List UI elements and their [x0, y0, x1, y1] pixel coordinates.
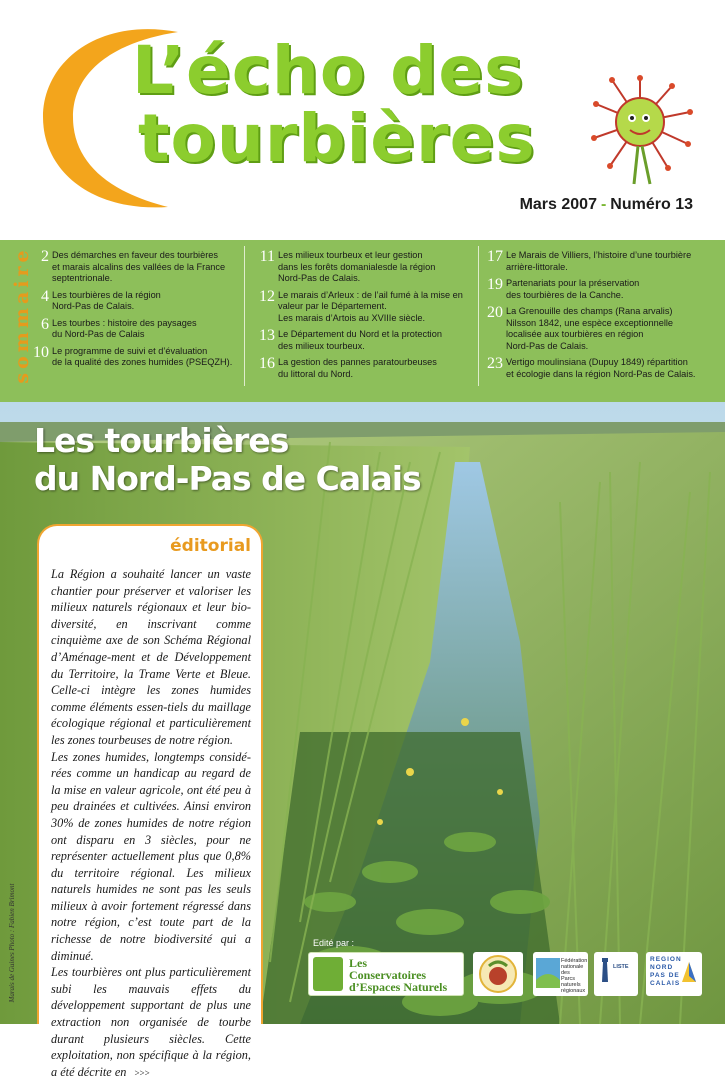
toc-title: Les tourbières de la région Nord-Pas de Calais. — [52, 289, 161, 311]
partner-logo-liste — [594, 952, 638, 996]
toc-item[interactable] — [258, 329, 484, 352]
masthead-title-line1: L’écho des — [132, 32, 525, 109]
toc-title: La Grenouille des champs (Rana arvalis) Nilsson 1842, une espèce exceptionnelle localisée aux tourbières en région Nord-Pas de Calais. — [506, 306, 674, 351]
toc-item[interactable] — [32, 315, 242, 341]
toc-item[interactable] — [258, 250, 484, 285]
toc-item[interactable] — [486, 250, 718, 273]
masthead-title-line2: tourbières — [138, 100, 536, 177]
photo-credit: Marais de Guines Photo : Fabien Brimont — [8, 883, 16, 1003]
lighthouse-icon — [598, 956, 612, 982]
issue-date: Mars 2007 — [519, 196, 597, 213]
toc-title: Les tourbes : histoire des paysages du Nord-Pas de Calais — [52, 317, 197, 339]
round-emblem-icon — [473, 952, 523, 996]
toc-page-number: 6 — [41, 315, 49, 333]
sundew-mascot-icon — [590, 72, 700, 192]
region-emblem-icon — [680, 960, 698, 984]
toc-title: Le programme de suivi et d’évaluation de la qualité des zones humides (PSEQZH). — [52, 345, 233, 367]
editorial-paragraph: Les zones humides, longtemps considé-rées comme un handicap au regard de la mise en valeur agricole, ont été peu à peu drainées et cultivées. Ainsi environ 30% de zones humides de notre région ont disparu en 3 siècles, pour ne représenter actuellement plus que 0,8% du territoire régional. Les milieux naturels humides ne sont pas les seuls milieux à avoir fortement régressé dans notre région, c’est toute part de la richesse de notre biodiversité qui a diminué. — [51, 749, 251, 963]
published-by-label: Edité par : — [313, 938, 355, 948]
toc-page-number: 16 — [259, 355, 275, 372]
toc-page-number: 17 — [487, 248, 503, 265]
editorial-paragraph-text: Les tourbières ont plus particulièrement subi les mauvais effets du développement supportant de plus une extraction non organisée de tourbe durant plusieurs siècles. Cette exploitation, non spécifique à la région, a été décrite en — [51, 965, 251, 1079]
sommaire-divider — [244, 246, 245, 386]
sommaire-column-2 — [258, 250, 484, 385]
federation-text: Fédération nationale des Parcs naturels régionaux — [561, 958, 588, 994]
toc-page-number: 10 — [33, 343, 49, 361]
toc-item[interactable] — [486, 278, 718, 301]
toc-page-number: 20 — [487, 304, 503, 321]
toc-item[interactable] — [486, 306, 718, 352]
issue-separator: - — [600, 196, 607, 213]
cover-headline: Les tourbières du Nord-Pas de Calais — [34, 421, 421, 498]
continued-marker[interactable]: >>> — [134, 1067, 150, 1078]
sommaire-title: sommaire — [11, 246, 33, 384]
partner-logo-federation — [533, 952, 588, 996]
masthead — [0, 0, 725, 240]
sommaire-column-1 — [32, 250, 242, 374]
toc-page-number: 11 — [259, 248, 275, 265]
toc-item[interactable] — [32, 343, 242, 369]
conservatoires-mark-icon — [313, 957, 343, 991]
liste-text: LISTE — [613, 964, 629, 970]
toc-item[interactable] — [258, 357, 484, 380]
toc-item[interactable] — [486, 357, 718, 380]
issue-number: Numéro 13 — [610, 196, 693, 213]
toc-page-number: 13 — [259, 327, 275, 344]
conservatoires-name: Les Conservatoires d’Espaces Naturels — [349, 956, 448, 994]
sommaire-column-3 — [486, 250, 718, 385]
toc-title: Vertigo moulinsiana (Dupuy 1849) répartition et écologie dans la région Nord-Pas de Calais. — [506, 357, 696, 379]
toc-item[interactable] — [32, 287, 242, 313]
toc-title: Partenariats pour la préservation des tourbières de la Canche. — [506, 278, 640, 300]
issue-info — [520, 196, 693, 214]
partner-logo-round — [473, 952, 523, 996]
conservatoires-logo — [308, 952, 464, 996]
toc-title: Le Marais de Villiers, l’histoire d’une tourbière arrière-littorale. — [506, 250, 692, 272]
editorial-heading: éditorial — [170, 536, 251, 556]
editorial-paragraph: La Région a souhaité lancer un vaste chantier pour préserver et valoriser les milieux naturels régionaux et leur bio-diversité, en inscrivant comme cinquième axe de son Schéma Régional d’Aménage-ment et de Développement du Territoire, la Trame Verte et Bleue. Celle-ci intègre les zones humides comme éléments essen-tiels du maillage écologique régional et particulièrement les zones tourbeuses de notre région. — [51, 567, 251, 747]
toc-title: La gestion des pannes paratourbeuses du littoral du Nord. — [278, 357, 437, 379]
toc-title: Les milieux tourbeux et leur gestion dans les forêts domanialesde la région Nord-Pas de Calais. — [278, 250, 436, 283]
masthead-title — [132, 32, 536, 177]
toc-item[interactable] — [258, 287, 484, 325]
toc-title: Des démarches en faveur des tourbières et marais alcalins des vallées de la France septentrionale. — [52, 250, 226, 283]
toc-item[interactable] — [32, 250, 242, 285]
editorial-paragraph — [51, 964, 251, 1081]
federation-mark-icon — [536, 958, 560, 988]
toc-page-number: 12 — [259, 287, 275, 305]
toc-title: Le marais d’Arleux : de l’ail fumé à la mise en valeur par le Département. Les marais d’Artois au XVIIIe siècle. — [278, 289, 463, 323]
toc-page-number: 19 — [487, 276, 503, 293]
region-name: REGION NORD PAS DE CALAIS — [650, 956, 682, 987]
region-logo — [646, 952, 702, 996]
editorial-box — [37, 524, 263, 1079]
toc-page-number: 23 — [487, 355, 503, 372]
toc-title: Le Département du Nord et la protection des milieux tourbeux. — [278, 329, 442, 351]
toc-page-number: 4 — [41, 287, 49, 305]
toc-page-number: 2 — [41, 248, 49, 265]
